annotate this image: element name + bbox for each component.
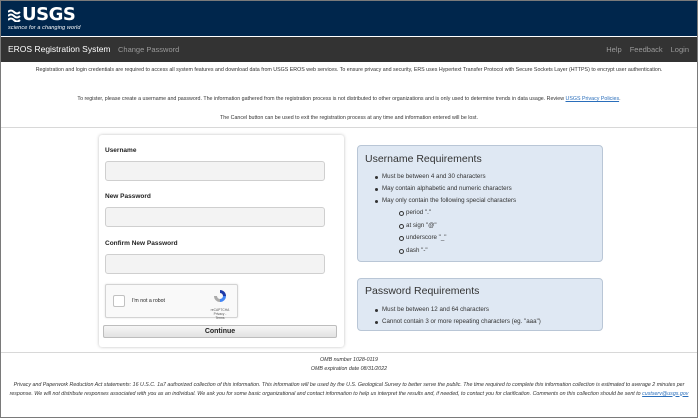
password-requirements-list: [382, 304, 541, 328]
nav-right-links: [606, 45, 689, 54]
list-item: Must be between 12 and 64 characters: [382, 304, 541, 316]
continue-button[interactable]: Continue: [103, 325, 337, 338]
confirm-password-label: Confirm New Password: [105, 240, 178, 247]
divider: [1, 127, 697, 128]
recaptcha-label: I'm not a robot: [132, 298, 165, 304]
privacy-statement: [8, 381, 690, 398]
recaptcha-widget: [105, 284, 238, 318]
list-item: underscore "_": [406, 232, 516, 245]
special-characters-list: [406, 207, 516, 257]
nav-help[interactable]: Help: [606, 45, 622, 54]
divider: [1, 352, 697, 353]
list-item: Must be between 4 and 30 characters: [382, 171, 516, 183]
new-password-label: New Password: [105, 193, 151, 200]
nav-login[interactable]: Login: [670, 45, 689, 54]
nav-brand[interactable]: EROS Registration System: [8, 44, 111, 54]
list-item: period ".": [406, 207, 516, 220]
list-item: May contain alphabetic and numeric characters: [382, 183, 516, 195]
omb-number: OMB number 1028-0119: [320, 357, 378, 363]
register-notice-text: To register, please create a username and password. The information gathered from the registration process is not distributed to other organizations and is only used to determine trends in data usage. Review: [77, 96, 565, 102]
username-requirements-title: Username Requirements: [365, 153, 482, 165]
usgs-wave-icon: [8, 8, 21, 22]
username-input[interactable]: [105, 161, 325, 181]
confirm-password-input[interactable]: [105, 254, 325, 274]
recaptcha-logo: [209, 289, 231, 320]
list-item-text: May only contain the following special characters: [382, 197, 517, 204]
registration-form: [99, 135, 344, 347]
logo-text: USGS: [22, 4, 76, 25]
password-requirements-panel: [357, 278, 603, 331]
list-item: Cannot contain 3 or more repeating characters (eg. "aaa"): [382, 316, 541, 328]
list-item: [382, 195, 516, 257]
top-nav: [1, 37, 697, 62]
list-item: dash "-": [406, 245, 516, 258]
usgs-header: [1, 1, 697, 36]
recaptcha-brand: reCAPTCHA: [210, 308, 230, 312]
register-notice-end: .: [619, 96, 621, 102]
recaptcha-icon: [213, 289, 227, 303]
recaptcha-links[interactable]: Privacy - Terms: [213, 312, 227, 320]
username-requirements-panel: [357, 145, 603, 262]
contact-email-link[interactable]: custserv@usgs.gov: [642, 390, 689, 397]
credentials-notice: Registration and login credentials are required to access all system features and download data from USGS EROS web services. To ensure privacy and security, ERS uses Hypertext Transfer Protocol with Secure Sockets Layer (HTTPS) to encrypt user authentication.: [35, 67, 663, 73]
new-password-input[interactable]: [105, 207, 325, 227]
register-notice: [8, 95, 690, 103]
password-requirements-title: Password Requirements: [365, 285, 480, 297]
nav-change-password[interactable]: Change Password: [118, 45, 180, 54]
username-requirements-list: [382, 171, 516, 257]
cancel-notice: The Cancel button can be used to exit the registration process at any time and information entered will be lost.: [220, 115, 478, 121]
recaptcha-checkbox[interactable]: [113, 295, 125, 307]
list-item: at sign "@": [406, 220, 516, 233]
usgs-logo[interactable]: [8, 6, 81, 31]
privacy-statement-text: Privacy and Paperwork Reduction Act statements: 16 U.S.C. 1a7 authorized collection of this information. This information will be used by the U.S. Geological Survey to better serve the public. The time required to complete this information collection is estimated to average 2 minutes per response. We will not distribute responses associated with you as an individual. We ask you for some basic organizational and contact information to help us interpret the results and, if needed, to contact you for clarification. Comments on this collection should be sent to: [9, 382, 685, 397]
username-label: Username: [105, 147, 137, 154]
omb-expiration: OMB expiration date 08/31/2022: [310, 366, 388, 372]
logo-tagline: science for a changing world: [8, 25, 81, 31]
nav-feedback[interactable]: Feedback: [629, 45, 663, 54]
privacy-policy-link[interactable]: USGS Privacy Policies: [565, 96, 620, 102]
